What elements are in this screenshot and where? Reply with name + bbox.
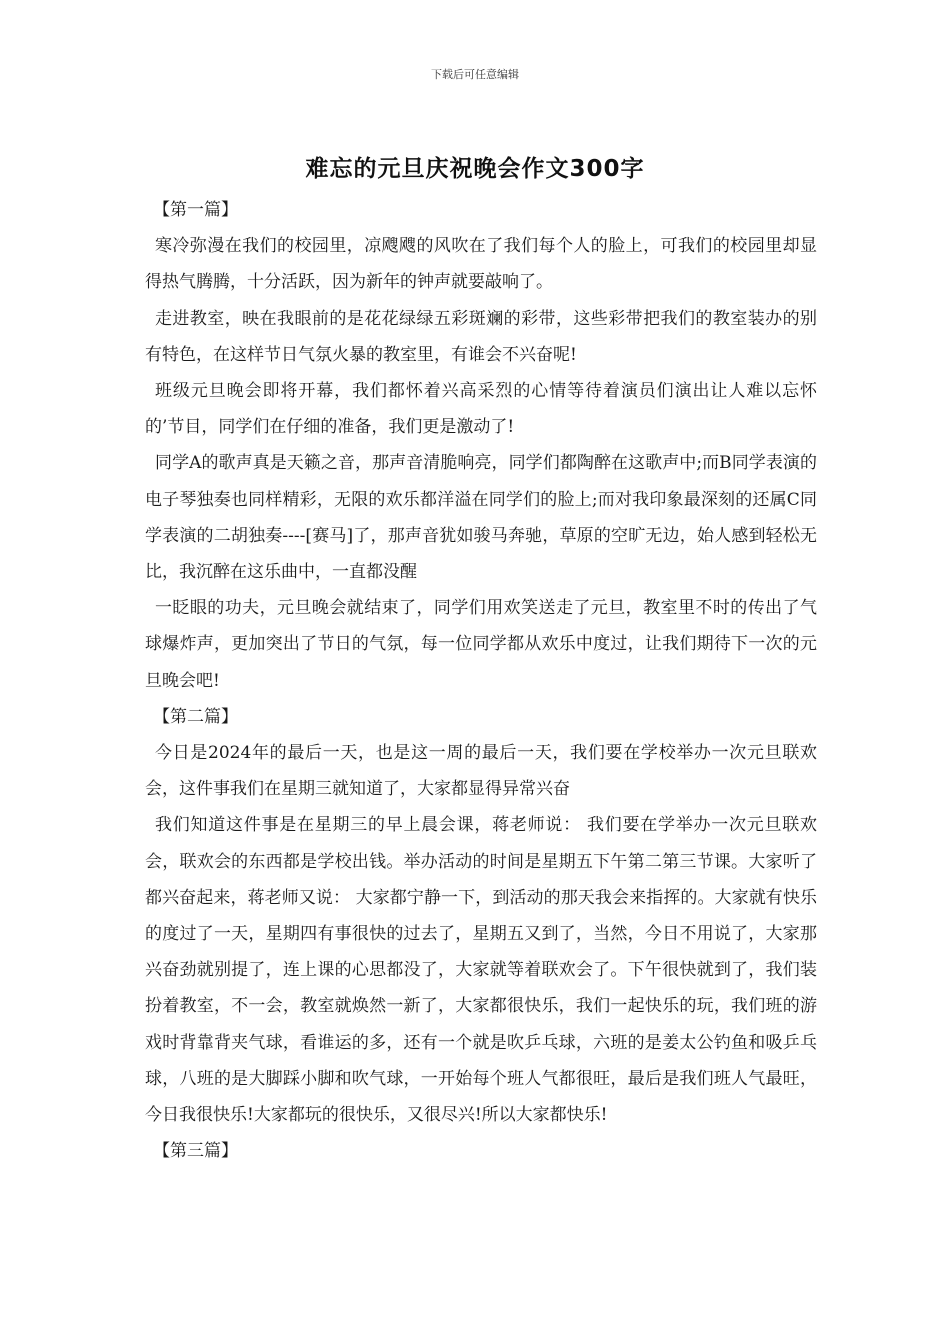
header-note: 下载后可任意编辑 (431, 68, 519, 81)
section-heading-3: 【第三篇】 (153, 1141, 238, 1162)
document-title: 难忘的元旦庆祝晚会作文300字 (305, 156, 645, 182)
paragraph: 寒冷弥漫在我们的校园里，凉飕飕的风吹在了我们每个人的脸上，可我们的校园里却显得热气腾腾，十分活跃，因为新年的钟声就要敲响了。 (145, 236, 817, 293)
document-body (145, 192, 817, 1169)
paragraph: 走进教室，映在我眼前的是花花绿绿五彩斑斓的彩带，这些彩带把我们的教室装办的别有特色，在这样节日气氛火暴的教室里，有谁会不兴奋呢! (145, 308, 817, 365)
section-heading-2: 【第二篇】 (153, 706, 238, 727)
paragraph: 一眨眼的功夫，元旦晚会就结束了，同学们用欢笑送走了元旦，教室里不时的传出了气球爆炸声，更加突出了节日的气氛，每一位同学都从欢乐中度过，让我们期待下一次的元旦晚会吧! (145, 598, 817, 691)
paragraph: 今日是2024年的最后一天，也是这一周的最后一天，我们要在学校举办一次元旦联欢会，这件事我们在星期三就知道了，大家都显得异常兴奋 (145, 743, 817, 800)
section-heading-1: 【第一篇】 (153, 200, 238, 220)
paragraph: 我们知道这件事是在星期三的早上晨会课，蒋老师说： 我们要在学举办一次元旦联欢会，联欢会的东西都是学校出钱。举办活动的时间是星期五下午第二第三节课。大家听了都兴奋起来，蒋老师又说： 大家都宁静一下，到活动的那天我会来指挥的。大家就有快乐的度过了一天，星期四有事很快的过去了，星期五又到了，当然，今日不用说了，大家那兴奋劲就别提了，连上课的心思都没了，大家就等着联欢会了。下午很快就到了，我们装扮着教室，不一会，教室就焕然一新了，大家都很快乐，我们一起快乐的玩，我们班的游戏时背靠背夹气球，看谁运的多，还有一个就是吹乒乓球，六班的是姜太公钓鱼和吸乒乓球，八班的是大脚踩小脚和吹气球，一开始每个班人气都很旺，最后是我们班人气最旺，今日我很快乐!大家都玩的很快乐，又很尽兴!所以大家都快乐! (145, 815, 817, 1126)
paragraph: 同学A的歌声真是天籁之音，那声音清脆响亮，同学们都陶醉在这歌声中;而B同学表演的电子琴独奏也同样精彩，无限的欢乐都洋溢在同学们的脸上;而对我印象最深刻的还属C同学表演的二胡独奏----[赛马]了，那声音犹如骏马奔驰，草原的空旷无边，始人感到轻松无比，我沉醉在这乐曲中，一直都没醒 (145, 453, 817, 583)
paragraph: 班级元旦晚会即将开幕，我们都怀着兴高采烈的心情等待着演员们演出让人难以忘怀的’节目，同学们在仔细的准备，我们更是激动了! (145, 381, 817, 438)
